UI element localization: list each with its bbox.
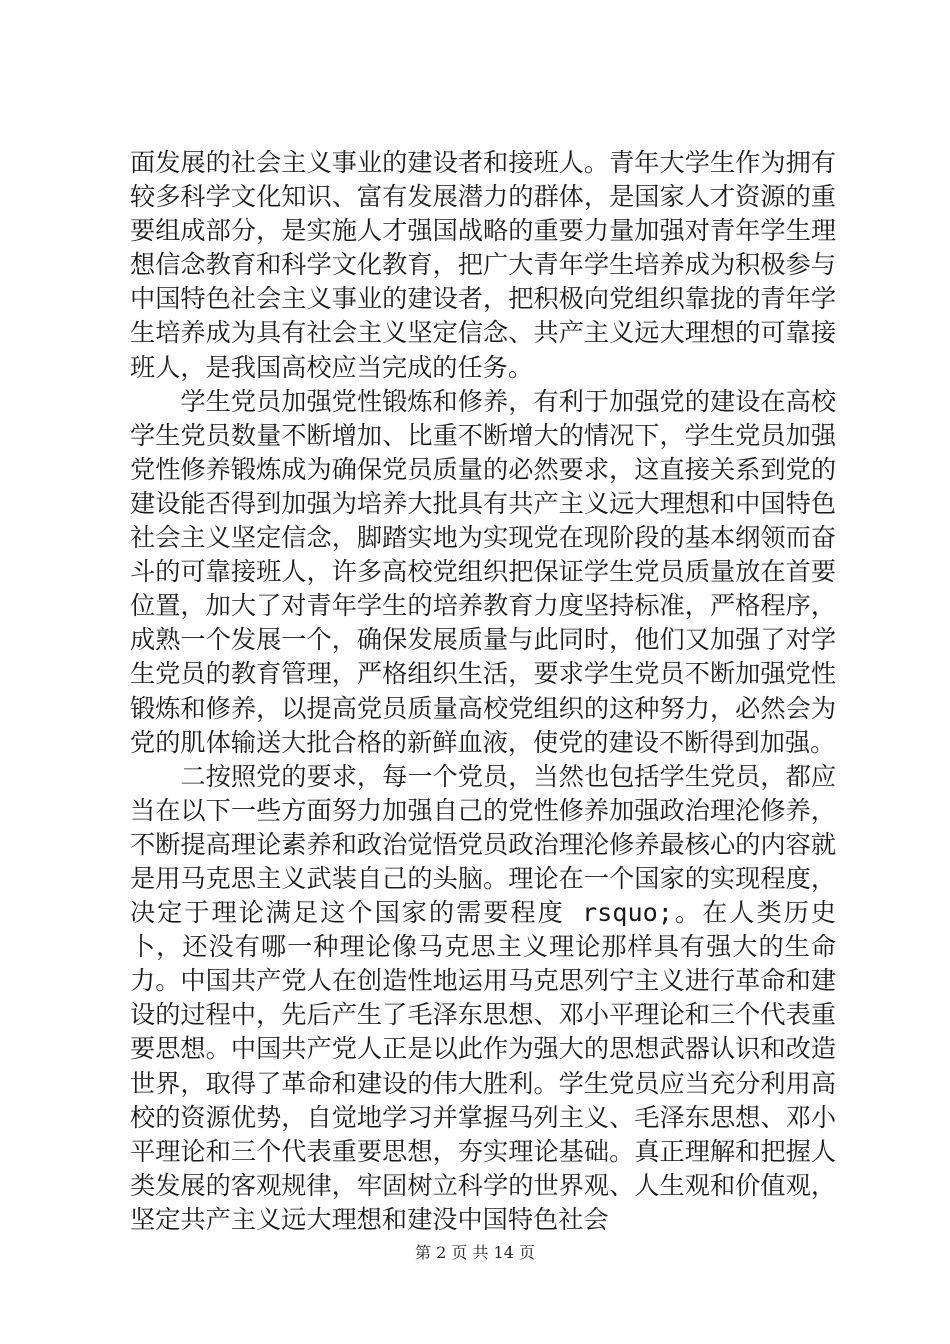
paragraph-2: 学生党员加强党性锻炼和修养，有利于加强党的建设在高校学生党员数量不断增加、比重不断增大的情况下，学生党员加强党性修养锻炼成为确保党员质量的必然要求，这直接关系到党的建设能否得到加强为培养大批具有共产主义远大理想和中国特色社会主义坚定信念，脚踏实地为实现党在现阶段的基本纲领而奋斗的可靠接班人，许多高校党组织把保证学生党员质量放在首要位置，加大了对青年学生的培养教育力度坚持标准，严格程序，成熟一个发展一个，确保发展质量与此同时，他们又加强了对学生党员的教育管理，严格组织生活，要求学生党员不断加强党性锻炼和修养，以提高党员质量高校党组织的这种努力，必然会为党的肌体输送大批合格的新鲜血液，使党的建设不断得到加强。: [130, 386, 836, 757]
document-body: [130, 146, 836, 1237]
page-number-label: 第 2 页 共 14 页: [415, 1243, 535, 1262]
paragraph-3: 二按照党的要求，每一个党员，当然也包括学生党员，都应当在以下一些方面努力加强自己的党性修养加强政治理沦修养，不断提高理论素养和政治觉悟党员政治理沦修养最核心的内容就是用马克思主义武装自己的头脑。理论在一个国家的实现程度，决定于理论满足这个国家的需要程度 rsquo;。在人类历史卜，还没有哪一种理论像马克思主义理论那样具有强大的生命力。中国共产党人在创造性地运用马克思列宁主义进行革命和建设的过程中，先后产生了毛泽东思想、邓小平理论和三个代表重要思想。中国共产党人正是以此作为强大的思想武器认识和改造世界，取得了革命和建设的伟大胜利。学生党员应当充分利用高校的资源优势，自觉地学习并掌握马列主义、毛泽东思想、邓小平理论和三个代表重要思想，夯实理论基础。真正理解和把握人类发展的客观规律，牢固树立科学的世界观、人生观和价值观，坚定共产主义远大理想和建没中国特色社会: [130, 761, 836, 1234]
paragraph-1: 面发展的社会主义事业的建设者和接班人。青年大学生作为拥有较多科学文化知识、富有发展潜力的群体，是国家人才资源的重要组成部分，是实施人才强国战略的重要力量加强对青年学生理想信念教育和科学文化教育，把广大青年学生培养成为积极参与中国特色社会主义事业的建设者，把积极向党组织靠拢的青年学生培养成为具有社会主义坚定信念、共产主义远大理想的可靠接班人，是我国高校应当完成的任务。: [130, 148, 836, 382]
page-footer: [0, 1242, 950, 1264]
